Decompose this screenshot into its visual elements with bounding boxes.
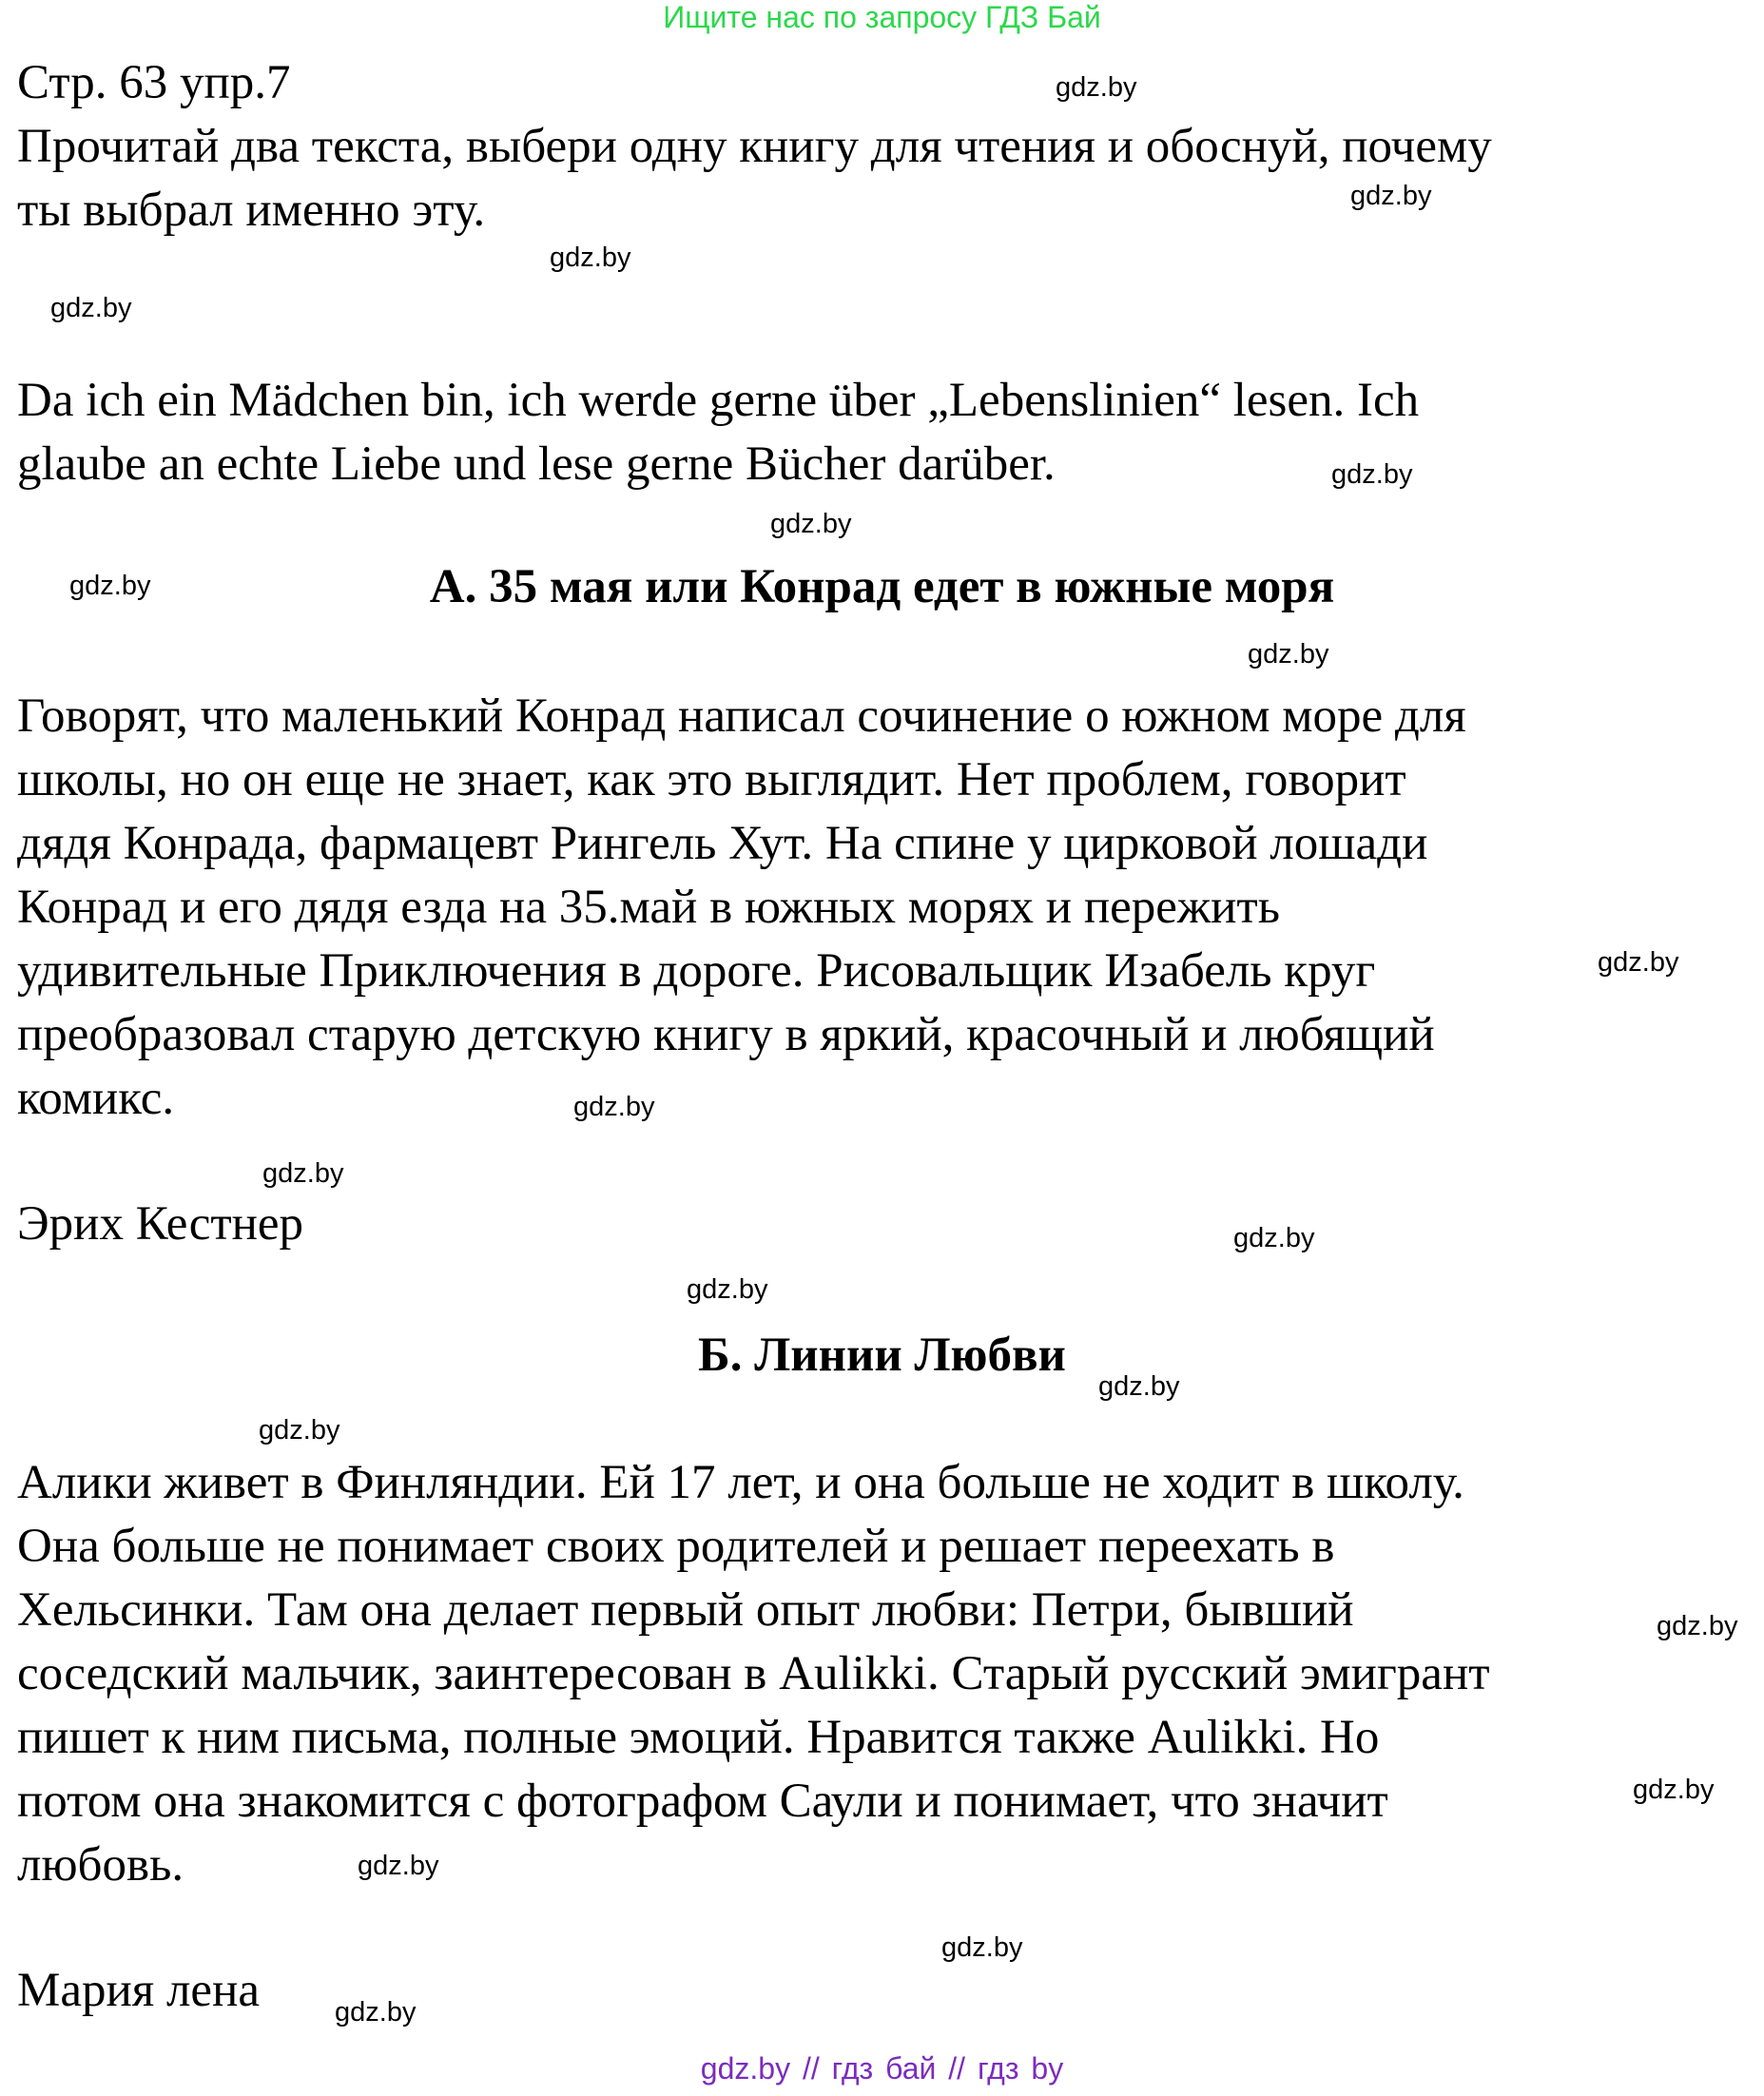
watermark: gdz.by (1657, 1611, 1738, 1641)
watermark: gdz.by (687, 1274, 768, 1305)
section-b-line: любовь. (17, 1838, 184, 1892)
section-b-line: потом она знакомится с фотографом Саули и понимает, что значит (17, 1775, 1388, 1828)
section-b-line: Она больше не понимает своих родителей и решает переехать в (17, 1520, 1335, 1573)
answer-line-1: Da ich ein Mädchen bin, ich werde gerne über „Lebenslinien“ lesen. Ich (17, 374, 1420, 427)
watermark: gdz.by (1248, 639, 1329, 670)
watermark: gdz.by (941, 1932, 1023, 1963)
watermark: gdz.by (262, 1158, 344, 1189)
section-a-author: Эрих Кестнер (17, 1197, 304, 1251)
task-line-1: Прочитай два текста, выбери одну книгу для чтения и обоснуй, почему (17, 120, 1492, 173)
watermark: gdz.by (1098, 1371, 1180, 1402)
watermark: gdz.by (335, 1997, 417, 2028)
section-a-line: школы, но он еще не знает, как это выглядит. Нет проблем, говорит (17, 753, 1406, 806)
page-header: Стр. 63 упр.7 (17, 56, 291, 109)
section-a-line: комикс. (17, 1072, 175, 1125)
watermark: gdz.by (1633, 1775, 1715, 1805)
section-a-line: удивительные Приключения в дороге. Рисовальщик Изабель круг (17, 944, 1376, 998)
watermark: gdz.by (1331, 459, 1413, 490)
watermark: gdz.by (1056, 72, 1137, 103)
watermark: gdz.by (259, 1415, 340, 1446)
watermark: gdz.by (1350, 181, 1432, 211)
section-b-line: Хельсинки. Там она делает первый опыт любви: Петри, бывший (17, 1583, 1354, 1637)
watermark: gdz.by (69, 571, 151, 601)
section-a-line: дядя Конрада, фармацевт Рингель Хут. На спине у цирковой лошади (17, 817, 1428, 870)
section-a-line: Конрад и его дядя езда на 35.май в южных морях и пережить (17, 881, 1280, 934)
watermark: gdz.by (770, 509, 852, 539)
watermark: gdz.by (1598, 947, 1679, 978)
section-b-line: Алики живет в Финляндии. Ей 17 лет, и она больше не ходит в школу. (17, 1456, 1464, 1509)
answer-line-2: glaube an echte Liebe und lese gerne Bücher darüber. (17, 437, 1056, 491)
top-banner: Ищите нас по запросу ГДЗ Бай (663, 0, 1101, 34)
task-line-2: ты выбрал именно эту. (17, 184, 486, 237)
watermark: gdz.by (50, 293, 132, 323)
footer-links: gdz.by // гдз бай // гдз by (700, 2051, 1064, 2086)
section-a-title: А. 35 мая или Конрад едет в южные моря (429, 560, 1335, 613)
watermark: gdz.by (573, 1092, 655, 1122)
section-a-line: преобразовал старую детскую книгу в яркий, красочный и любящий (17, 1008, 1435, 1061)
watermark: gdz.by (1233, 1223, 1315, 1253)
section-b-line: пишет к ним письма, полные эмоций. Нравится также Aulikki. Но (17, 1711, 1380, 1764)
section-b-author: Мария лена (17, 1964, 260, 2017)
watermark: gdz.by (358, 1851, 439, 1881)
watermark: gdz.by (550, 243, 631, 273)
section-b-line: соседский мальчик, заинтересован в Aulikki. Старый русский эмигрант (17, 1647, 1490, 1700)
section-b-title: Б. Линии Любви (698, 1329, 1066, 1382)
section-a-line: Говорят, что маленький Конрад написал сочинение о южном море для (17, 689, 1466, 743)
